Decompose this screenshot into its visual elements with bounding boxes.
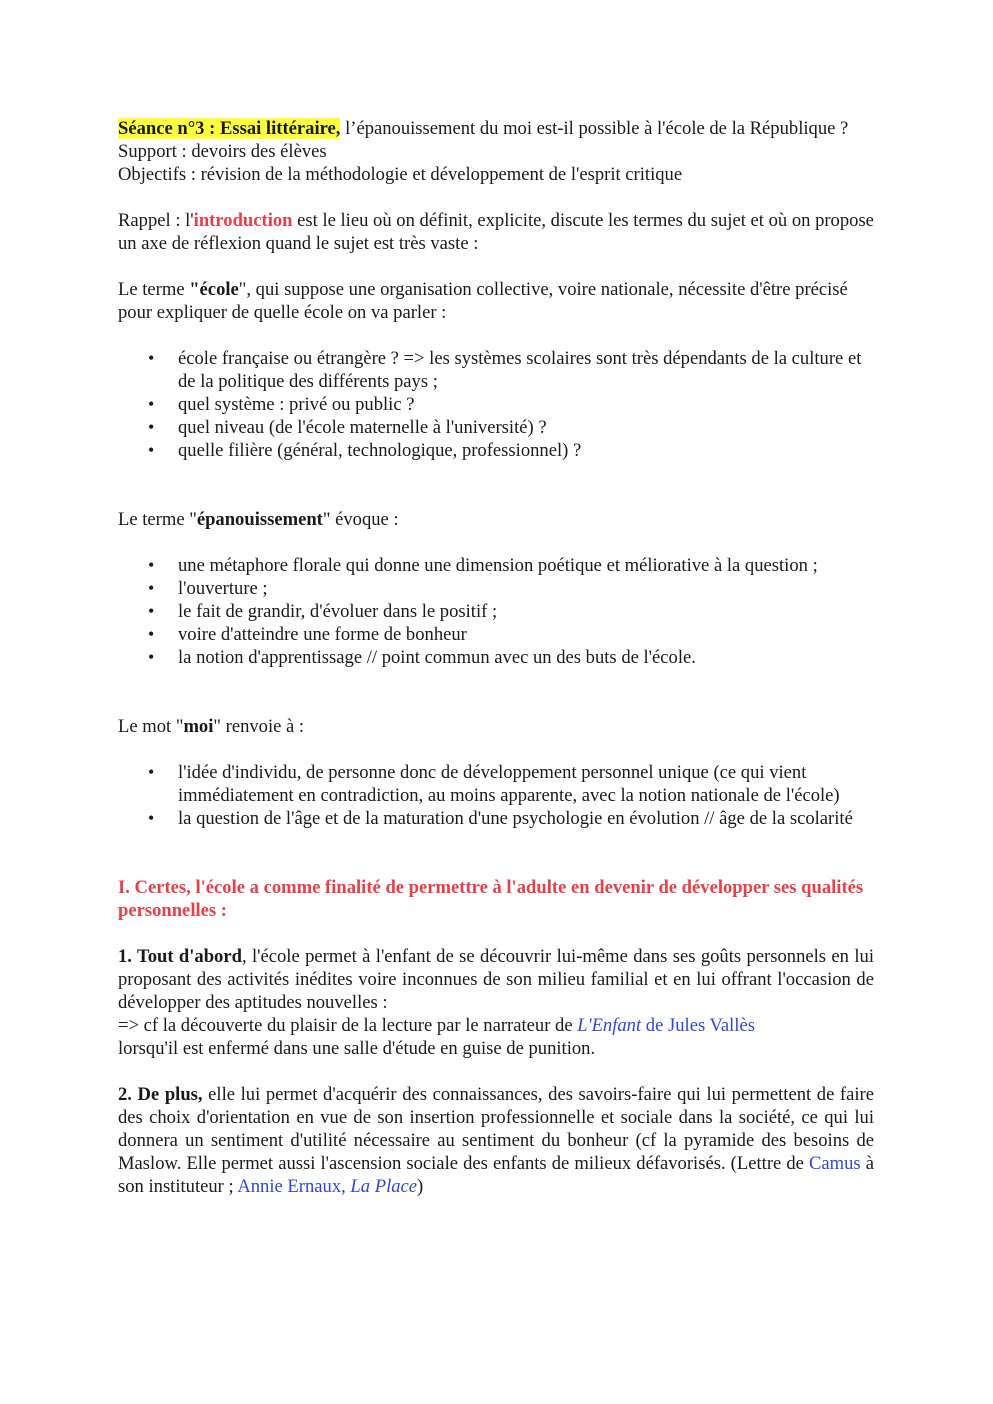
document-page [118,117,874,1198]
ecole-term: "école [189,279,239,300]
rappel-paragraph: Rappel : l'introduction est le lieu où on définit, explicite, discute les termes du sujet et où on propose un axe de réflexion quand le sujet est très vaste : [118,210,874,254]
paragraph-2: 2. De plus, elle lui permet d'acquérir des connaissances, des savoirs-faire qui lui permettent de faire des choix d'orientation en vue de son insertion professionnelle et sociale dans la société, ce qui lui donnera un sentiment d'utilité nécessaire au sentiment du bonheur (cf la pyramide des besoins de Maslow. Elle permet aussi l'ascension sociale des enfants de milieux défavorisés. (Lettre de Camus à son instituteur ; Annie Ernaux, La Place) [118,1084,874,1197]
paragraph-2-lead: 2. De plus, [118,1084,203,1105]
la-place-title: La Place [350,1176,418,1197]
title-rest: l’épanouissement du moi est-il possible à l'école de la République ? [340,118,849,139]
list-item: • quelle filière (général, technologique, professionnel) ? [118,439,874,462]
moi-paragraph: Le mot "moi" renvoie à : [118,716,305,737]
objectifs-line: Objectifs : révision de la méthodologie et développement de l'esprit critique [118,164,683,185]
paragraph-1-reference: => cf la découverte du plaisir de la lecture par le narrateur de L'Enfant de Jules Vallès lorsqu'il est enfermé dans une salle d'étude en guise de punition. [118,1015,755,1059]
book-title: L'Enfant [577,1015,642,1036]
camus-reference: Camus [809,1153,861,1174]
ecole-paragraph: Le terme "école", qui suppose une organisation collective, voire nationale, nécessite d'être précisé pour expliquer de quelle école on va parler : [118,279,848,323]
paragraph-1: 1. Tout d'abord, l'école permet à l'enfant de se découvrir lui-même dans ses goûts personnels en lui proposant des activités inédites voire inconnues de son milieu familial et en lui offrant l'occasion de développer des aptitudes nouvelles : [118,946,874,1013]
title-highlight: Séance n°3 : Essai littéraire, [118,118,341,139]
support-line: Support : devoirs des élèves [118,141,327,162]
epanouissement-term: épanouissement [196,509,323,530]
list-item: • quel niveau (de l'école maternelle à l'université) ? [118,416,874,439]
list-item: • l'idée d'individu, de personne donc de développement personnel unique (ce qui vient immédiatement en contradiction, au moins apparente, avec la notion nationale de l'école) [118,761,874,807]
paragraph-1-lead: 1. Tout d'abord [118,946,242,967]
list-item: • le fait de grandir, d'évoluer dans le positif ; [118,600,874,623]
author-name: de Jules Vallès [641,1015,755,1036]
list-item: • l'ouverture ; [118,577,874,600]
list-item: • la notion d'apprentissage // point commun avec un des buts de l'école. [118,646,874,669]
session-title [118,117,874,140]
list-item: • école française ou étrangère ? => les systèmes scolaires sont très dépendants de la culture et de la politique des différents pays ; [118,347,874,393]
introduction-keyword: introduction [193,210,293,231]
list-item: • quel système : privé ou public ? [118,393,874,416]
list-item: • une métaphore florale qui donne une dimension poétique et méliorative à la question ; [118,554,874,577]
list-item: • la question de l'âge et de la maturation d'une psychologie en évolution // âge de la scolarité [118,807,874,830]
epanouissement-paragraph: Le terme "épanouissement" évoque : [118,509,399,530]
epanouissement-list [118,554,874,669]
ernaux-reference: Annie Ernaux, [237,1176,351,1197]
moi-list [118,761,874,830]
ecole-list [118,347,874,462]
list-item: • voire d'atteindre une forme de bonheur [118,623,874,646]
moi-term: moi [183,716,214,737]
section-heading: I. Certes, l'école a comme finalité de permettre à l'adulte en devenir de développer ses qualités personnelles : [118,877,864,921]
